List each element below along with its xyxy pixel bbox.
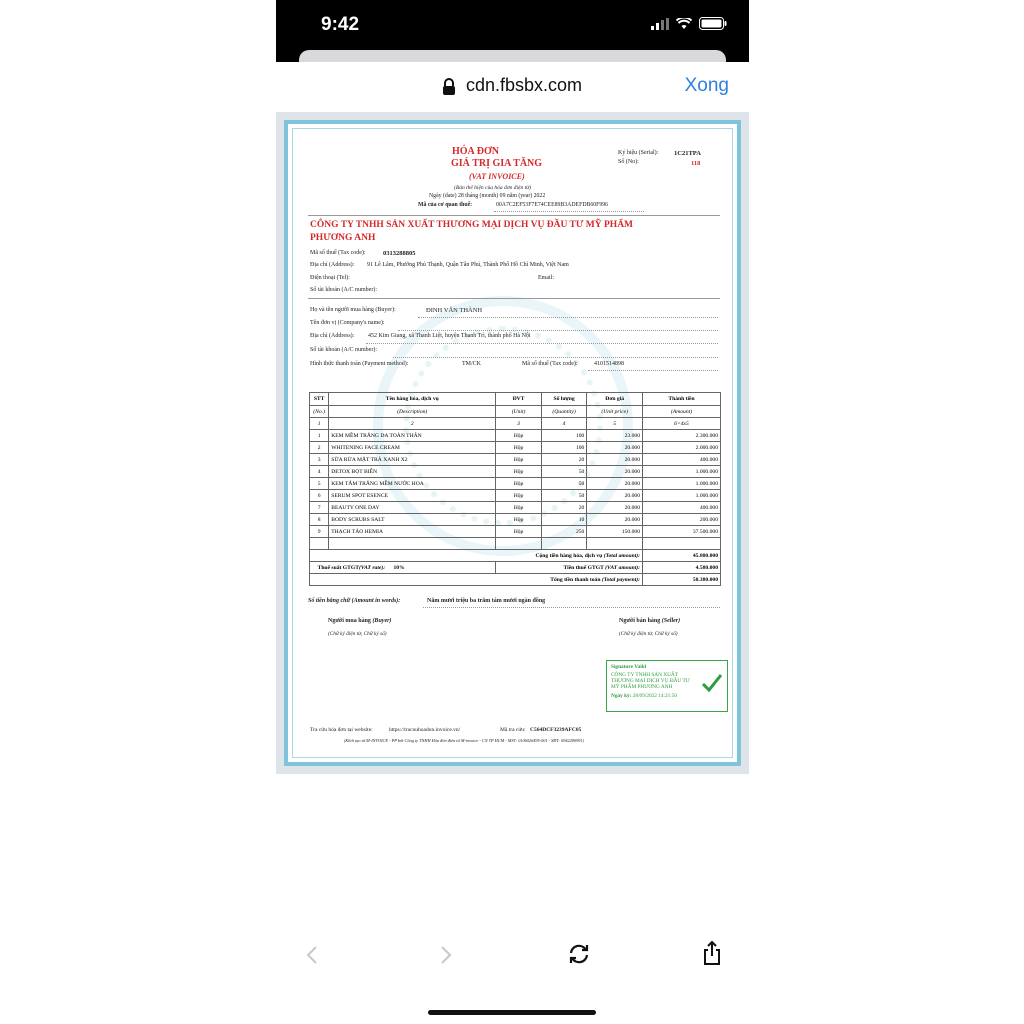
phone-screen bbox=[276, 0, 749, 1024]
dotted-line bbox=[418, 317, 718, 318]
table-row bbox=[310, 466, 721, 478]
table-cell: KEM TẮM TRẮNG MỀM NƯỚC HOA bbox=[329, 478, 496, 490]
signal-icon bbox=[651, 18, 669, 30]
invoice-title-en: (VAT INVOICE) bbox=[469, 172, 525, 181]
signature-line: THƯƠNG MẠI DỊCH VỤ ĐẦU TƯ bbox=[611, 678, 690, 684]
col-unit-en: (Unit) bbox=[496, 406, 542, 418]
table-cell: 20.000 bbox=[587, 502, 643, 514]
seller-tax-value: 0313288805 bbox=[383, 250, 416, 257]
table-cell: 20.000 bbox=[587, 442, 643, 454]
tax-authority-code: 00A7C2EF53F7E74CEE89B3ADEFDB60F996 bbox=[496, 202, 609, 208]
table-row bbox=[310, 490, 721, 502]
index-cell: 4 bbox=[541, 418, 587, 430]
table-cell: 20.000 bbox=[587, 514, 643, 526]
table-cell: Hộp bbox=[496, 514, 542, 526]
buyer-address-label: Địa chỉ (Address): bbox=[310, 333, 355, 339]
seller-sign-label bbox=[619, 618, 680, 624]
table-cell: Hộp bbox=[496, 490, 542, 502]
table-cell: 20 bbox=[541, 454, 587, 466]
total-row bbox=[310, 574, 721, 586]
seller-account-label: Số tài khoản (A/C number): bbox=[310, 287, 377, 293]
table-cell: Hộp bbox=[496, 442, 542, 454]
buyer-tax-value: 4101514898 bbox=[594, 361, 624, 367]
share-icon[interactable] bbox=[702, 940, 722, 966]
vat-amount-label-en: (VAT amount): bbox=[605, 564, 641, 571]
table-cell: Hộp bbox=[496, 430, 542, 442]
table-cell: 7 bbox=[310, 502, 329, 514]
checkmark-icon bbox=[701, 673, 723, 693]
col-no: STT bbox=[310, 393, 329, 406]
payment-method-label: Hình thức thanh toán (Payment method): bbox=[310, 361, 409, 367]
lookup-label: Tra cứu hóa đơn tại website: bbox=[310, 727, 373, 733]
buyer-company-label: Tên đơn vị (Company's name): bbox=[310, 320, 385, 326]
dotted-line bbox=[398, 330, 718, 331]
signature-line: CÔNG TY TNHH SẢN XUẤT bbox=[611, 672, 678, 678]
col-unit-price: Đơn giá bbox=[587, 393, 643, 406]
index-cell: 1 bbox=[310, 418, 329, 430]
items-table bbox=[309, 392, 721, 586]
table-cell: 20 bbox=[541, 502, 587, 514]
table-cell: WHITENING FACE CREAM bbox=[329, 442, 496, 454]
buyer-sign-note: (Chữ ký điện tử, Chữ ký số) bbox=[328, 631, 387, 637]
col-quantity-en: (Quantity) bbox=[541, 406, 587, 418]
col-unit: ĐVT bbox=[496, 393, 542, 406]
vat-invoice bbox=[284, 120, 741, 766]
table-row bbox=[310, 502, 721, 514]
payment-method-value: TM/CK bbox=[462, 361, 482, 367]
home-indicator[interactable] bbox=[428, 1010, 596, 1015]
table-cell: 10 bbox=[541, 514, 587, 526]
vat-amount-label bbox=[496, 562, 643, 574]
table-row bbox=[310, 526, 721, 538]
divider bbox=[308, 298, 720, 299]
status-time: 9:42 bbox=[321, 14, 360, 35]
table-cell: 20.000 bbox=[587, 490, 643, 502]
subtotal-value: 45.800.000 bbox=[643, 550, 721, 562]
table-row bbox=[310, 478, 721, 490]
table-row bbox=[310, 454, 721, 466]
buyer-sign-label-en: (Buyer) bbox=[372, 618, 392, 624]
browser-toolbar bbox=[276, 930, 749, 980]
buyer-tax-label: Mã số thuế (Tax code): bbox=[522, 361, 578, 367]
table-header-row bbox=[310, 393, 721, 406]
serial-label: Ký hiệu (Serial): bbox=[618, 150, 659, 156]
col-amount-en: (Amount) bbox=[643, 406, 721, 418]
signature-date-label: Ngày ký: bbox=[611, 693, 632, 699]
buyer-account-label: Số tài khoản (A/C number): bbox=[310, 347, 377, 353]
table-cell: 2.000.000 bbox=[643, 442, 721, 454]
seller-phone-label: Điện thoại (Tel): bbox=[310, 275, 350, 281]
wifi-icon bbox=[676, 18, 692, 30]
total-label-text: Tổng tiền thanh toán bbox=[550, 576, 601, 583]
code-underline bbox=[494, 211, 644, 212]
table-cell: 200.000 bbox=[643, 514, 721, 526]
vat-rate-label-en: (VAT rate): bbox=[358, 564, 386, 571]
table-cell: 50 bbox=[541, 490, 587, 502]
table-row bbox=[310, 430, 721, 442]
table-cell: SỮA RỬA MẶT TRÀ XANH X2 bbox=[329, 454, 496, 466]
lookup-code-label: Mã tra cứu: bbox=[500, 727, 526, 733]
table-cell: 50 bbox=[541, 478, 587, 490]
total-label bbox=[310, 574, 643, 586]
amount-words-value: Năm mươi triệu ba trăm tám mươi ngàn đồng bbox=[427, 598, 546, 604]
dotted-line bbox=[393, 357, 718, 358]
index-cell: 5 bbox=[587, 418, 643, 430]
seller-sign-note: (Chữ ký điện tử, Chữ ký số) bbox=[619, 631, 678, 637]
index-cell: 3 bbox=[496, 418, 542, 430]
number-label: Số (No): bbox=[618, 159, 639, 165]
table-cell: Hộp bbox=[496, 466, 542, 478]
vat-rate bbox=[310, 562, 496, 574]
battery-icon bbox=[699, 17, 727, 30]
table-index-row bbox=[310, 418, 721, 430]
serial-value: 1C21TPA bbox=[674, 150, 701, 157]
table-cell: 2 bbox=[310, 442, 329, 454]
table-empty-row bbox=[310, 538, 721, 550]
table-cell: KEM MỀM TRẮNG DA TOÀN THÂN bbox=[329, 430, 496, 442]
buyer-address-value: 452 Kim Giang, xã Thanh Liệt, huyện Thanh Trì, thành phố Hà Nội bbox=[368, 333, 531, 339]
buyer-name-value: ĐINH VĂN THÀNH bbox=[426, 307, 483, 314]
buyer-sign-label-text: Người mua hàng bbox=[328, 618, 371, 624]
table-cell: 20.000 bbox=[587, 454, 643, 466]
table-row bbox=[310, 514, 721, 526]
index-cell: 6=4x5 bbox=[643, 418, 721, 430]
table-row bbox=[310, 442, 721, 454]
tax-authority-label: Mã của cơ quan thuế: bbox=[418, 202, 473, 208]
total-value: 50.380.000 bbox=[643, 574, 721, 586]
table-cell: 20.000 bbox=[587, 466, 643, 478]
table-cell: Hộp bbox=[496, 502, 542, 514]
subtotal-row bbox=[310, 550, 721, 562]
table-cell: 6 bbox=[310, 490, 329, 502]
table-cell: 23.000 bbox=[587, 430, 643, 442]
reload-icon[interactable] bbox=[567, 942, 591, 966]
table-cell: 4 bbox=[310, 466, 329, 478]
table-cell: 100 bbox=[541, 442, 587, 454]
amount-words-label-en: (Amount in words): bbox=[351, 598, 401, 604]
done-button[interactable]: Xong bbox=[684, 75, 729, 96]
digital-signature-box[interactable] bbox=[606, 660, 728, 712]
col-no-en: (No.) bbox=[310, 406, 329, 418]
seller-name-2: PHƯƠNG ANH bbox=[310, 233, 376, 243]
forward-icon[interactable] bbox=[440, 945, 452, 965]
invoice-subtitle: (Bản thể hiện của hóa đơn điện tử) bbox=[454, 185, 531, 191]
invoice-title: HÓA ĐƠN bbox=[452, 146, 499, 157]
col-amount: Thành tiền bbox=[643, 393, 721, 406]
table-cell: BODY SCRUBS SALT bbox=[329, 514, 496, 526]
vat-row bbox=[310, 562, 721, 574]
table-cell: 3 bbox=[310, 454, 329, 466]
seller-sign-label-text: Người bán hàng bbox=[619, 618, 661, 624]
seller-address-label: Địa chỉ (Address): bbox=[310, 262, 355, 268]
index-cell: 2 bbox=[329, 418, 496, 430]
buyer-name-label: Họ và tên người mua hàng (Buyer): bbox=[310, 307, 396, 313]
table-cell: 1.000.000 bbox=[643, 466, 721, 478]
table-cell: 150.000 bbox=[587, 526, 643, 538]
table-cell: 400.000 bbox=[643, 454, 721, 466]
subtotal-label-en: (Total amount): bbox=[603, 552, 641, 559]
vat-rate-label: Thuế suất GTGT bbox=[317, 564, 359, 571]
back-icon[interactable] bbox=[306, 945, 318, 965]
item-rows bbox=[310, 430, 721, 538]
table-cell: Hộp bbox=[496, 454, 542, 466]
table-cell: Hộp bbox=[496, 478, 542, 490]
table-cell: 1 bbox=[310, 430, 329, 442]
table-cell: DETOX BỌT BIỂN bbox=[329, 466, 496, 478]
lock-icon bbox=[442, 78, 456, 96]
table-cell: 2.300.000 bbox=[643, 430, 721, 442]
amount-words-label bbox=[308, 598, 400, 604]
signature-line: MỸ PHẨM PHƯƠNG ANH bbox=[611, 684, 673, 690]
table-cell: 5 bbox=[310, 478, 329, 490]
col-description: Tên hàng hóa, dịch vụ bbox=[329, 393, 496, 406]
vat-amount-value: 4.580.000 bbox=[643, 562, 721, 574]
total-label-en: (Total payment): bbox=[601, 576, 641, 583]
table-cell: 20.000 bbox=[587, 478, 643, 490]
lookup-code: C564DCF3239AFC05 bbox=[530, 727, 582, 733]
table-cell: Hộp bbox=[496, 526, 542, 538]
seller-tax-label: Mã số thuế (Tax code): bbox=[310, 250, 366, 256]
vat-rate-value: 10% bbox=[393, 564, 405, 571]
table-cell: 400.000 bbox=[643, 502, 721, 514]
table-cell: BEAUTY ONE DAY bbox=[329, 502, 496, 514]
seller-email-label: Email: bbox=[538, 275, 554, 281]
table-cell: 1.000.000 bbox=[643, 490, 721, 502]
table-cell: THẠCH TẢO HEMIA bbox=[329, 526, 496, 538]
url-text[interactable]: cdn.fbsbx.com bbox=[466, 75, 583, 95]
invoice-title-2: GIÁ TRỊ GIA TĂNG bbox=[451, 158, 543, 169]
signature-date-value: 28/09/2022 14:21:50 bbox=[632, 693, 678, 699]
table-cell: 9 bbox=[310, 526, 329, 538]
table-cell: 50 bbox=[541, 466, 587, 478]
table-cell: 37.500.000 bbox=[643, 526, 721, 538]
vat-amount-label-text: Tiền thuế GTGT bbox=[563, 564, 604, 571]
table-cell: 100 bbox=[541, 430, 587, 442]
invoice-date: Ngày (date) 28 tháng (month) 09 năm (year) 2022 bbox=[429, 193, 546, 199]
signature-title: Signature Vaild bbox=[611, 664, 647, 670]
table-cell: 250 bbox=[541, 526, 587, 538]
dotted-line bbox=[366, 343, 718, 344]
lookup-url[interactable]: https://tracuuhoadon.invoice.vn/ bbox=[389, 727, 461, 733]
table-header-en-row bbox=[310, 406, 721, 418]
divider bbox=[308, 215, 720, 216]
buyer-sign-label bbox=[328, 618, 391, 624]
footer-note: (Khởi tạo từ M-INVOICE - PP bởi Công ty TNHH Hóa đơn điện tử M-invoice - CN TP HCM - MST: 0106026495-001 - SĐT: 0942280991) bbox=[344, 738, 584, 743]
number-value: 118 bbox=[691, 160, 701, 167]
table-cell: 8 bbox=[310, 514, 329, 526]
amount-words-label-text: Số tiền bằng chữ bbox=[308, 598, 351, 604]
status-icons bbox=[651, 17, 727, 30]
document-viewer[interactable] bbox=[276, 112, 749, 774]
dotted-line bbox=[588, 370, 718, 371]
subtotal-label bbox=[310, 550, 643, 562]
seller-name: CÔNG TY TNHH SẢN XUẤT THƯƠNG MẠI DỊCH VỤ ĐẦU TƯ MỸ PHẨM bbox=[310, 220, 634, 230]
table-cell: 1.000.000 bbox=[643, 478, 721, 490]
col-quantity: Số lượng bbox=[541, 393, 587, 406]
dotted-line bbox=[423, 607, 720, 608]
seller-sign-label-en: (Seller) bbox=[661, 618, 681, 624]
col-unit-price-en: (Unit price) bbox=[587, 406, 643, 418]
table-cell: SERUM SPOT ESENCE bbox=[329, 490, 496, 502]
seller-address-value: 91 Lê Lâm, Phường Phú Thạnh, Quận Tân Phú, Thành Phố Hồ Chí Minh, Việt Nam bbox=[367, 262, 569, 268]
col-description-en: (Description) bbox=[329, 406, 496, 418]
subtotal-label-text: Cộng tiền hàng hóa, dịch vụ bbox=[535, 552, 603, 559]
